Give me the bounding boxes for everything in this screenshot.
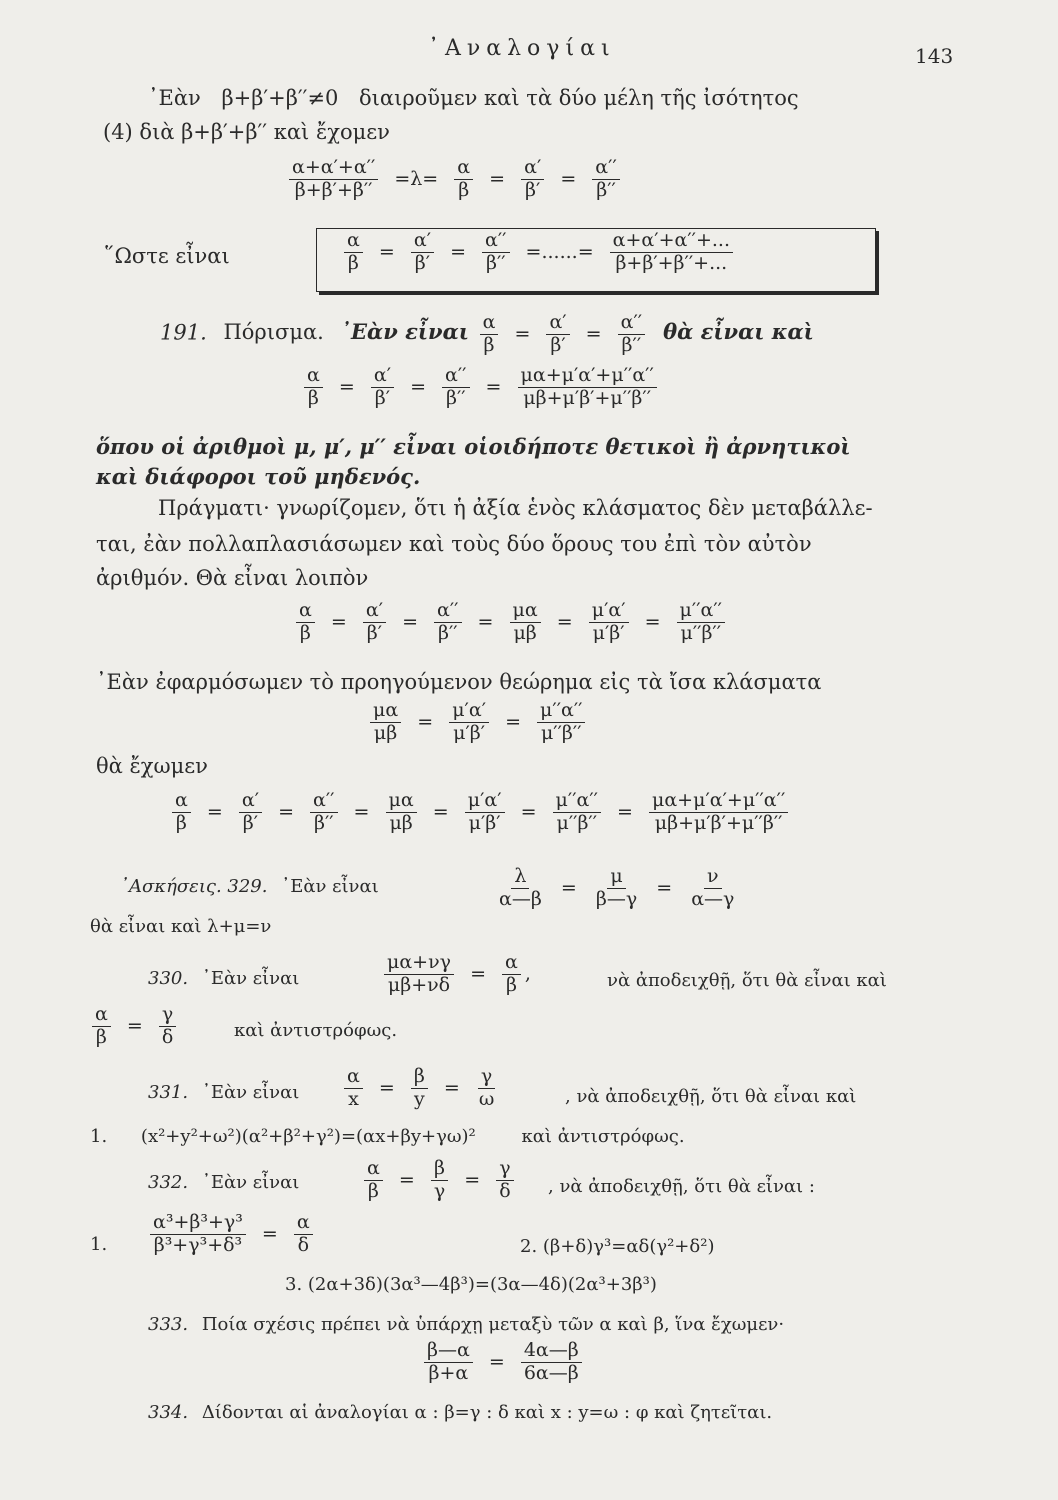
fraction: $\frac{\alpha''}{\beta''}$: [310, 790, 337, 835]
exercise-333: [148, 1314, 784, 1335]
exercise-332-item3: 3. (2α+3δ)(3α³—4β³)=(3α—4δ)(2α³+3β³): [285, 1274, 657, 1295]
operator: =: [520, 801, 537, 824]
operator: =: [126, 1015, 143, 1038]
operator: =: [338, 376, 355, 399]
operator: =: [402, 611, 418, 634]
fraction: $\frac{\alpha}{\beta}$: [344, 230, 363, 275]
exercise-332-tail: , νὰ ἀποδειχθῇ, ὅτι θὰ εἶναι :: [548, 1176, 815, 1197]
operator: =: [617, 801, 633, 824]
exercise-label: 331.: [148, 1082, 189, 1103]
exercise-330-tail: νὰ ἀποδειχθῇ, ὅτι θὰ εἶναι καὶ: [607, 970, 887, 991]
porisma-condition: [476, 311, 656, 356]
text-span: ᾿Εὰν: [148, 86, 201, 110]
fraction: $\frac{\alpha}{x}$: [344, 1066, 363, 1111]
operator: =......=: [525, 241, 594, 264]
exercise-332-item1: [146, 1212, 317, 1257]
text-span: Ποία σχέσις πρέπει νὰ ὑπάρχῃ μεταξὺ τῶν α καὶ β, ἵνα ἔχωμεν·: [201, 1314, 785, 1335]
operator: =: [470, 963, 486, 986]
fraction: $\frac{\alpha}{\beta}$: [364, 1158, 383, 1203]
fraction: $\frac{\alpha}{\delta}$: [294, 1212, 313, 1257]
fraction: $\frac{\alpha''}{\beta''}$: [618, 312, 645, 357]
fraction: $\frac{\mu''\alpha''}{\mu''\beta''}$: [677, 600, 725, 645]
fraction: $\frac{\text{α³+β³+γ³}}{\text{β³+γ³+δ³}}$: [150, 1212, 246, 1257]
operator: =: [644, 611, 661, 634]
operator: =: [477, 611, 494, 634]
fraction: $\frac{\mu'\alpha'}{\mu'\beta'}$: [465, 790, 505, 835]
fraction: $\frac{\alpha'}{\beta'}$: [411, 230, 434, 275]
fraction: $\frac{\alpha}{\beta}$: [304, 365, 323, 410]
fraction: $\frac{\mu\alpha}{\mu\beta}$: [386, 790, 417, 835]
fraction: $\frac{\alpha}{\beta}$: [480, 312, 499, 357]
section-number: 191.: [160, 320, 207, 345]
fraction: $\frac{\gamma}{\delta}$: [159, 1004, 176, 1049]
operator: =: [278, 801, 294, 824]
boxed-label: ῞Ωστε εἶναι: [104, 244, 230, 268]
operator: =: [353, 801, 370, 824]
fraction: $\frac{\mu\alpha}{\mu\beta}$: [370, 700, 401, 745]
proof-line2: ται, ἐὰν πολλαπλασιάσωμεν καὶ τοὺς δύο ὅρους του ἐπὶ τὸν αὐτὸν: [96, 532, 812, 556]
fraction: $\frac{\beta}{\gamma}$: [431, 1158, 448, 1203]
equation-2: [292, 600, 729, 645]
exercise-329-line2: θὰ εἶναι καὶ λ+μ=ν: [90, 916, 272, 937]
fraction: $\frac{\alpha}{\beta}$: [502, 952, 521, 997]
operator: =: [378, 1077, 395, 1100]
fraction: $\frac{\alpha}{\beta}$: [92, 1004, 111, 1049]
fraction: $\frac{\alpha''}{\beta''}$: [482, 230, 509, 275]
fraction: $\frac{\mu''\alpha''}{\mu''\beta''}$: [553, 790, 601, 835]
operator: =: [514, 323, 531, 346]
fraction: $\frac{\nu}{\alpha—\gamma}$: [691, 865, 735, 910]
operator: =: [489, 168, 506, 191]
exercise-331-item1: [90, 1126, 685, 1147]
exercise-331-equation: [340, 1066, 501, 1111]
fraction: $\frac{\lambda}{\alpha—\beta}$: [499, 865, 542, 910]
exercise-331: [148, 1082, 299, 1103]
text-span: ᾿Εὰν εἶναι: [281, 876, 379, 897]
operator: =: [261, 1223, 278, 1246]
operator: =: [560, 168, 577, 191]
running-title: ᾿Αναλογίαι: [428, 36, 616, 61]
operator: =λ=: [394, 168, 439, 191]
exercise-329: [120, 876, 379, 897]
exercise-329-equation: [492, 866, 741, 911]
exercise-332-item1-number: 1.: [90, 1234, 108, 1255]
fraction: $\frac{\gamma}{\delta}$: [496, 1158, 513, 1203]
fraction: $\frac{\alpha'}{\beta'}$: [371, 365, 394, 410]
fraction: $\frac{\mu\alpha+\mu'\alpha'+\mu''\alpha''}{\mu\beta+\mu'\beta'+\mu''\beta''}$: [649, 790, 788, 835]
exercise-330: [148, 968, 299, 989]
exercise-330-equation: [380, 952, 531, 997]
proof-line3: ἀριθμόν. Θὰ εἶναι λοιπὸν: [96, 566, 369, 590]
exercise-332-item2: 2. (β+δ)γ³=αδ(γ²+δ²): [520, 1236, 715, 1257]
equation-4: [168, 790, 792, 835]
exercise-330-tail2: καὶ ἀντιστρόφως.: [234, 1020, 398, 1041]
fraction: $\frac{\beta}{y}$: [411, 1066, 428, 1111]
page-number: 143: [915, 44, 954, 68]
text-span: ᾿Εὰν εἶναι: [201, 1172, 300, 1193]
exercise-332-equation: [360, 1158, 518, 1203]
exercise-label: ᾿Ασκήσεις. 329.: [120, 876, 268, 897]
proof-line5: θὰ ἔχωμεν: [96, 754, 208, 778]
operator: =: [656, 877, 673, 900]
equation-3: [366, 700, 589, 745]
text-span: θὰ εἶναι καὶ: [663, 319, 814, 345]
fraction: $\frac{\alpha'}{\beta'}$: [363, 600, 386, 645]
operator: =: [585, 323, 602, 346]
fraction: $\frac{\mu''\alpha''}{\mu''\beta''}$: [537, 700, 585, 745]
fraction: $\frac{\mu\alpha+\nu\gamma}{\mu\beta+\nu\delta}$: [384, 952, 454, 997]
text-span: καὶ ἀντιστρόφως.: [521, 1126, 685, 1147]
fraction: $\frac{4\alpha—\beta}{6\alpha—\beta}$: [521, 1340, 582, 1385]
operator: =: [450, 241, 466, 264]
fraction: $\frac{\mu'\alpha'}{\mu'\beta'}$: [589, 600, 629, 645]
text-span: ᾿Εὰν εἶναι: [201, 1082, 300, 1103]
fraction: $\frac{\alpha}{\beta}$: [454, 157, 473, 202]
punctuation: ,: [524, 962, 531, 985]
exercise-333-equation: [420, 1340, 586, 1385]
exercise-label: 334.: [148, 1402, 189, 1423]
section-title: Πόρισμα.: [223, 320, 324, 345]
operator: =: [556, 611, 573, 634]
item-number: 1.: [90, 1126, 108, 1147]
exercise-330-equation-2: [88, 1004, 180, 1049]
fraction: $\frac{\alpha}{\beta}$: [296, 600, 315, 645]
exercise-label: 333.: [148, 1314, 189, 1335]
operator: =: [443, 1077, 460, 1100]
para1-line2: (4) διὰ β+β′+β′′ καὶ ἔχομεν: [103, 120, 390, 144]
text-span: διαιροῦμεν καὶ τὰ δύο μέλη τῆς ἰσότητος: [359, 86, 799, 110]
operator: =: [206, 801, 223, 824]
operator: =: [398, 1169, 415, 1192]
operator: =: [432, 801, 449, 824]
text-span: ᾿Εὰν εἶναι: [201, 968, 300, 989]
fraction: $\frac{\alpha''}{\beta''}$: [592, 157, 619, 202]
porisma-note-line1: ὅπου οἱ ἀριθμοὶ μ, μ′, μ′′ εἶναι οἱοιδήποτε θετικοὶ ἢ ἀρνητικοὶ: [96, 434, 851, 459]
operator: =: [330, 611, 347, 634]
fraction: $\frac{\alpha+\alpha'+\alpha''+...}{\beta+\beta'+\beta''+...}$: [610, 230, 733, 275]
exercise-label: 330.: [148, 968, 189, 989]
fraction: $\frac{\alpha'}{\beta'}$: [546, 312, 569, 357]
porisma-heading: [160, 312, 814, 357]
operator: =: [417, 711, 434, 734]
text-span: ᾿Εὰν εἶναι: [340, 319, 469, 345]
fraction: $\frac{\alpha'}{\beta'}$: [521, 157, 544, 202]
fraction: $\frac{\gamma}{\omega}$: [478, 1065, 495, 1110]
operator: =: [488, 1351, 505, 1374]
fraction: $\frac{\alpha}{\beta}$: [172, 790, 191, 835]
operator: =: [410, 376, 426, 399]
operator: =: [485, 376, 502, 399]
porisma-equation: [300, 365, 661, 410]
operator: =: [464, 1169, 481, 1192]
operator: =: [560, 877, 577, 900]
para1-line1: [148, 86, 799, 110]
expression: β+β′+β′′≠0: [221, 86, 339, 110]
porisma-note-line2: καὶ διάφοροι τοῦ μηδενός.: [96, 464, 421, 489]
fraction: $\frac{\alpha'}{\beta'}$: [239, 790, 262, 835]
operator: =: [505, 711, 521, 734]
item-formula: (x²+y²+ω²)(α²+β²+γ²)=(αx+βy+γω)²: [140, 1126, 476, 1147]
proof-line4: ᾿Εὰν ἐφαρμόσωμεν τὸ προηγούμενον θεώρημα εἰς τὰ ἴσα κλάσματα: [96, 670, 822, 694]
operator: =: [378, 241, 395, 264]
fraction: $\frac{\alpha''}{\beta''}$: [442, 365, 469, 410]
text-span: Δίδονται αἱ ἀναλογίαι α : β=γ : δ καὶ x : y=ω : φ καὶ ζητεῖται.: [201, 1402, 773, 1423]
fraction: $\frac{\alpha''}{\beta''}$: [434, 600, 461, 645]
fraction: $\frac{\mu\alpha}{\mu\beta}$: [510, 600, 541, 645]
exercise-331-tail: , νὰ ἀποδειχθῇ, ὅτι θὰ εἶναι καὶ: [565, 1086, 857, 1107]
fraction: $\frac{\mu}{\beta—\gamma}$: [595, 865, 638, 910]
fraction: $\frac{\alpha+\alpha'+\alpha''}{\beta+\beta'+\beta''}$: [289, 157, 378, 202]
fraction: $\frac{\beta—\alpha}{\beta+\alpha}$: [424, 1340, 473, 1385]
exercise-334: [148, 1402, 772, 1423]
equation-1: [285, 157, 624, 202]
exercise-332: [148, 1172, 299, 1193]
boxed-equation: [340, 230, 737, 275]
exercise-label: 332.: [148, 1172, 189, 1193]
fraction: $\frac{\mu'\alpha'}{\mu'\beta'}$: [449, 700, 489, 745]
fraction: $\frac{\mu\alpha+\mu'\alpha'+\mu''\alpha''}{\mu\beta+\mu'\beta'+\mu''\beta''}$: [518, 365, 657, 410]
proof-line1: Πράγματι· γνωρίζομεν, ὅτι ἡ ἀξία ἑνὸς κλάσματος δὲν μεταβάλλε-: [158, 496, 873, 520]
